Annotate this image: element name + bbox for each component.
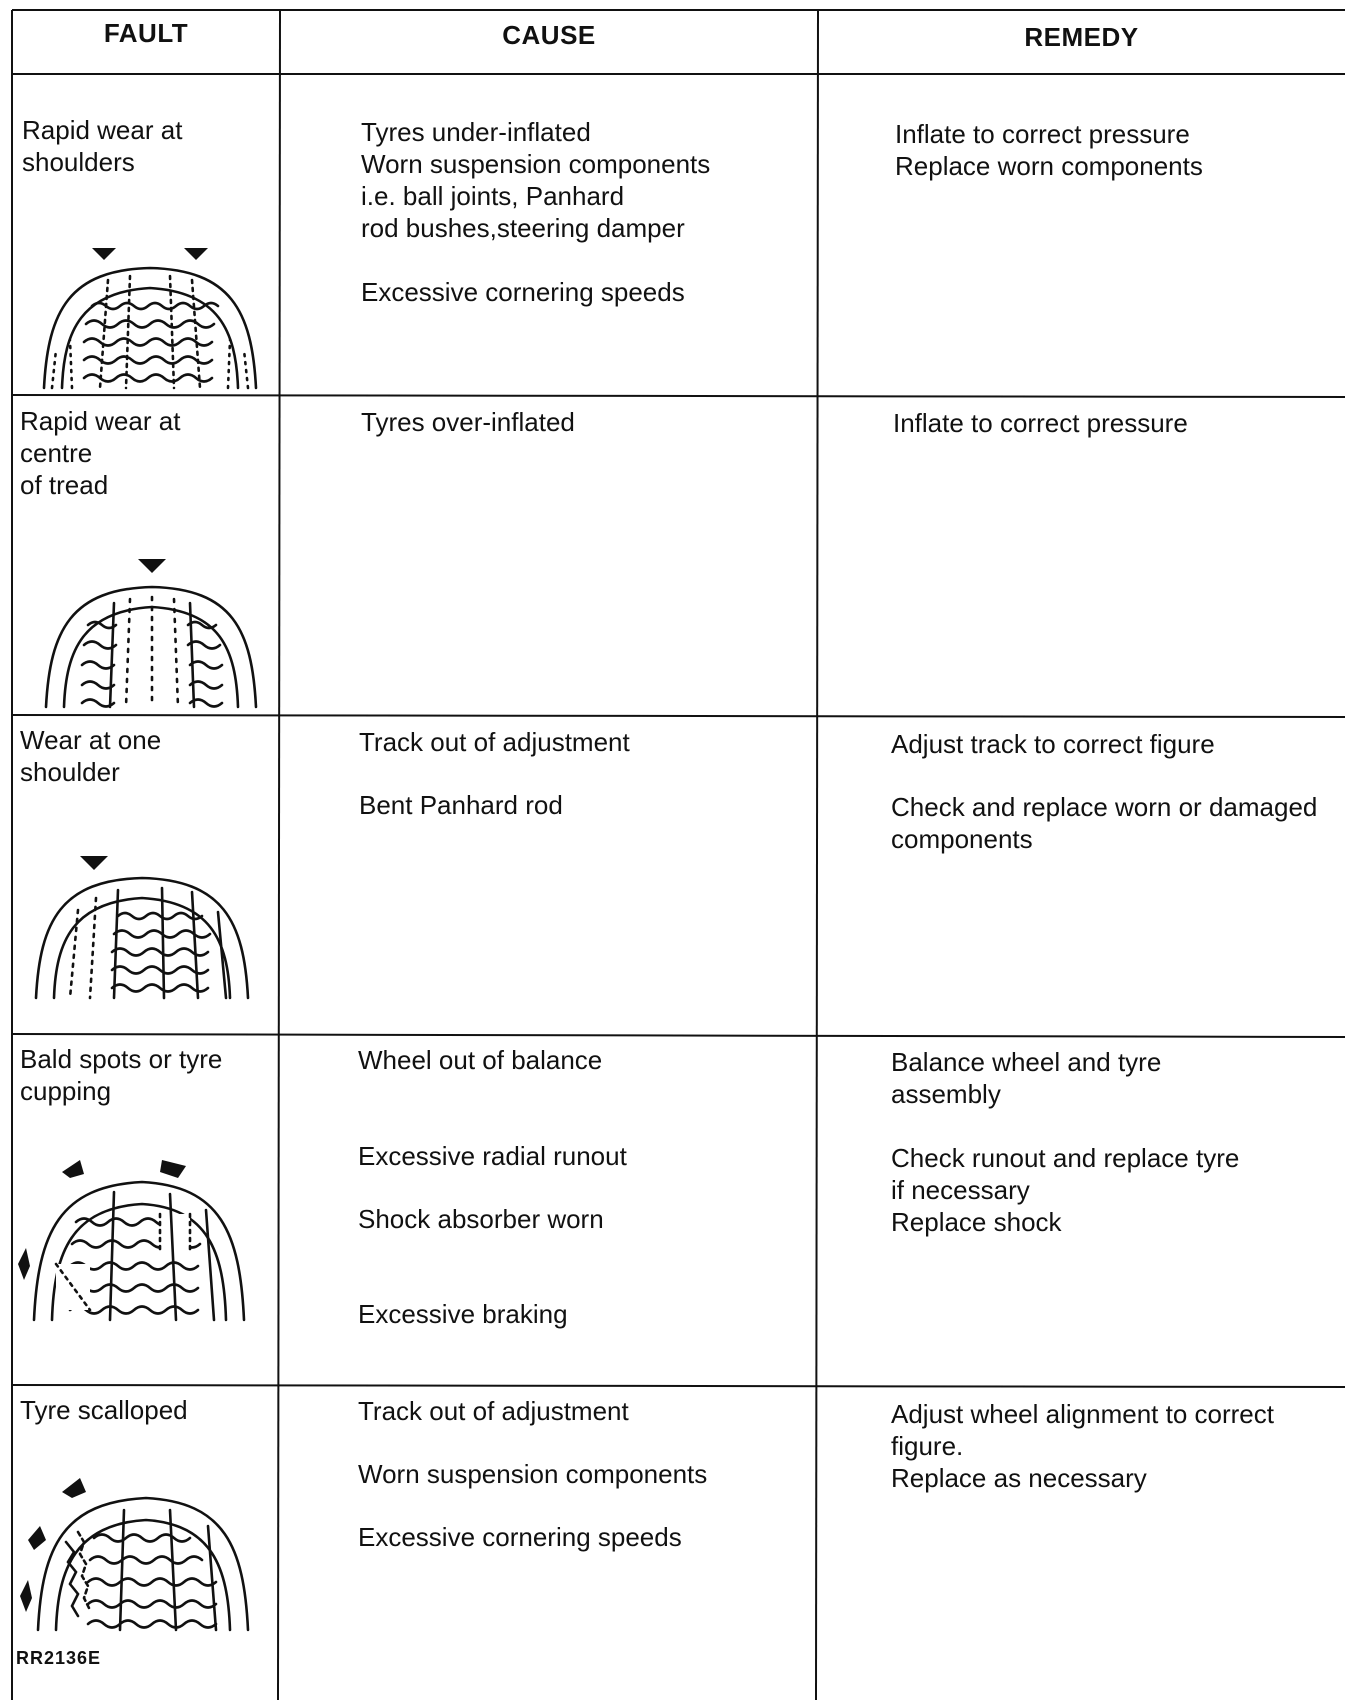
remedy-text: Check and replace worn or damaged	[891, 792, 1318, 822]
remedy-text: Inflate to correct pressure	[895, 119, 1190, 149]
tyre-cupping-icon	[10, 1152, 260, 1322]
tyre-one-shoulder-wear-icon	[22, 850, 262, 1000]
cause-text: Worn suspension components	[358, 1459, 708, 1489]
remedy-text: Check runout and replace tyre	[891, 1143, 1240, 1173]
figure-code: RR2136E	[16, 1648, 102, 1668]
tyre-shoulder-wear-icon	[30, 240, 270, 390]
header-remedy: REMEDY	[1024, 22, 1139, 52]
header-fault: FAULT	[103, 18, 189, 48]
cause-text: i.e. ball joints, Panhard	[361, 181, 625, 211]
fault-text: of tread	[20, 470, 109, 500]
cause-text: Excessive braking	[358, 1299, 568, 1329]
fault-text: shoulder	[20, 757, 120, 787]
tyre-scalloped-icon	[14, 1472, 264, 1632]
fault-text: Rapid wear at	[22, 115, 183, 145]
fault-text: Rapid wear at	[20, 406, 181, 436]
fault-text: Wear at one	[20, 725, 162, 755]
tyre-centre-wear-icon	[30, 553, 270, 709]
cause-text: rod bushes,steering damper	[361, 213, 685, 243]
cause-text: Wheel out of balance	[358, 1045, 603, 1075]
remedy-text: Replace as necessary	[891, 1463, 1147, 1493]
cause-text: Bent Panhard rod	[359, 790, 563, 820]
remedy-text: Inflate to correct pressure	[893, 408, 1188, 438]
fault-text: Tyre scalloped	[20, 1395, 188, 1425]
cause-text: Excessive cornering speeds	[358, 1522, 682, 1552]
fault-text: cupping	[20, 1076, 112, 1106]
cause-text: Track out of adjustment	[359, 727, 630, 757]
cause-text: Tyres under-inflated	[361, 117, 591, 147]
header-cause: CAUSE	[502, 20, 596, 50]
fault-text: shoulders	[22, 147, 135, 177]
remedy-text: Adjust wheel alignment to correct	[891, 1399, 1274, 1429]
remedy-text: assembly	[891, 1079, 1001, 1109]
remedy-text: Balance wheel and tyre	[891, 1047, 1162, 1077]
cause-text: Shock absorber worn	[358, 1204, 604, 1234]
remedy-text: if necessary	[891, 1175, 1030, 1205]
remedy-text: Replace shock	[891, 1207, 1062, 1237]
cause-text: Excessive cornering speeds	[361, 277, 685, 307]
remedy-text: Replace worn components	[895, 151, 1203, 181]
remedy-text: figure.	[891, 1431, 964, 1461]
fault-text: centre	[20, 438, 93, 468]
remedy-text: components	[891, 824, 1033, 854]
fault-text: Bald spots or tyre	[20, 1044, 223, 1074]
cause-text: Excessive radial runout	[358, 1141, 627, 1171]
cause-text: Worn suspension components	[361, 149, 711, 179]
cause-text: Tyres over-inflated	[361, 407, 575, 437]
cause-text: Track out of adjustment	[358, 1396, 629, 1426]
remedy-text: Adjust track to correct figure	[891, 729, 1215, 759]
